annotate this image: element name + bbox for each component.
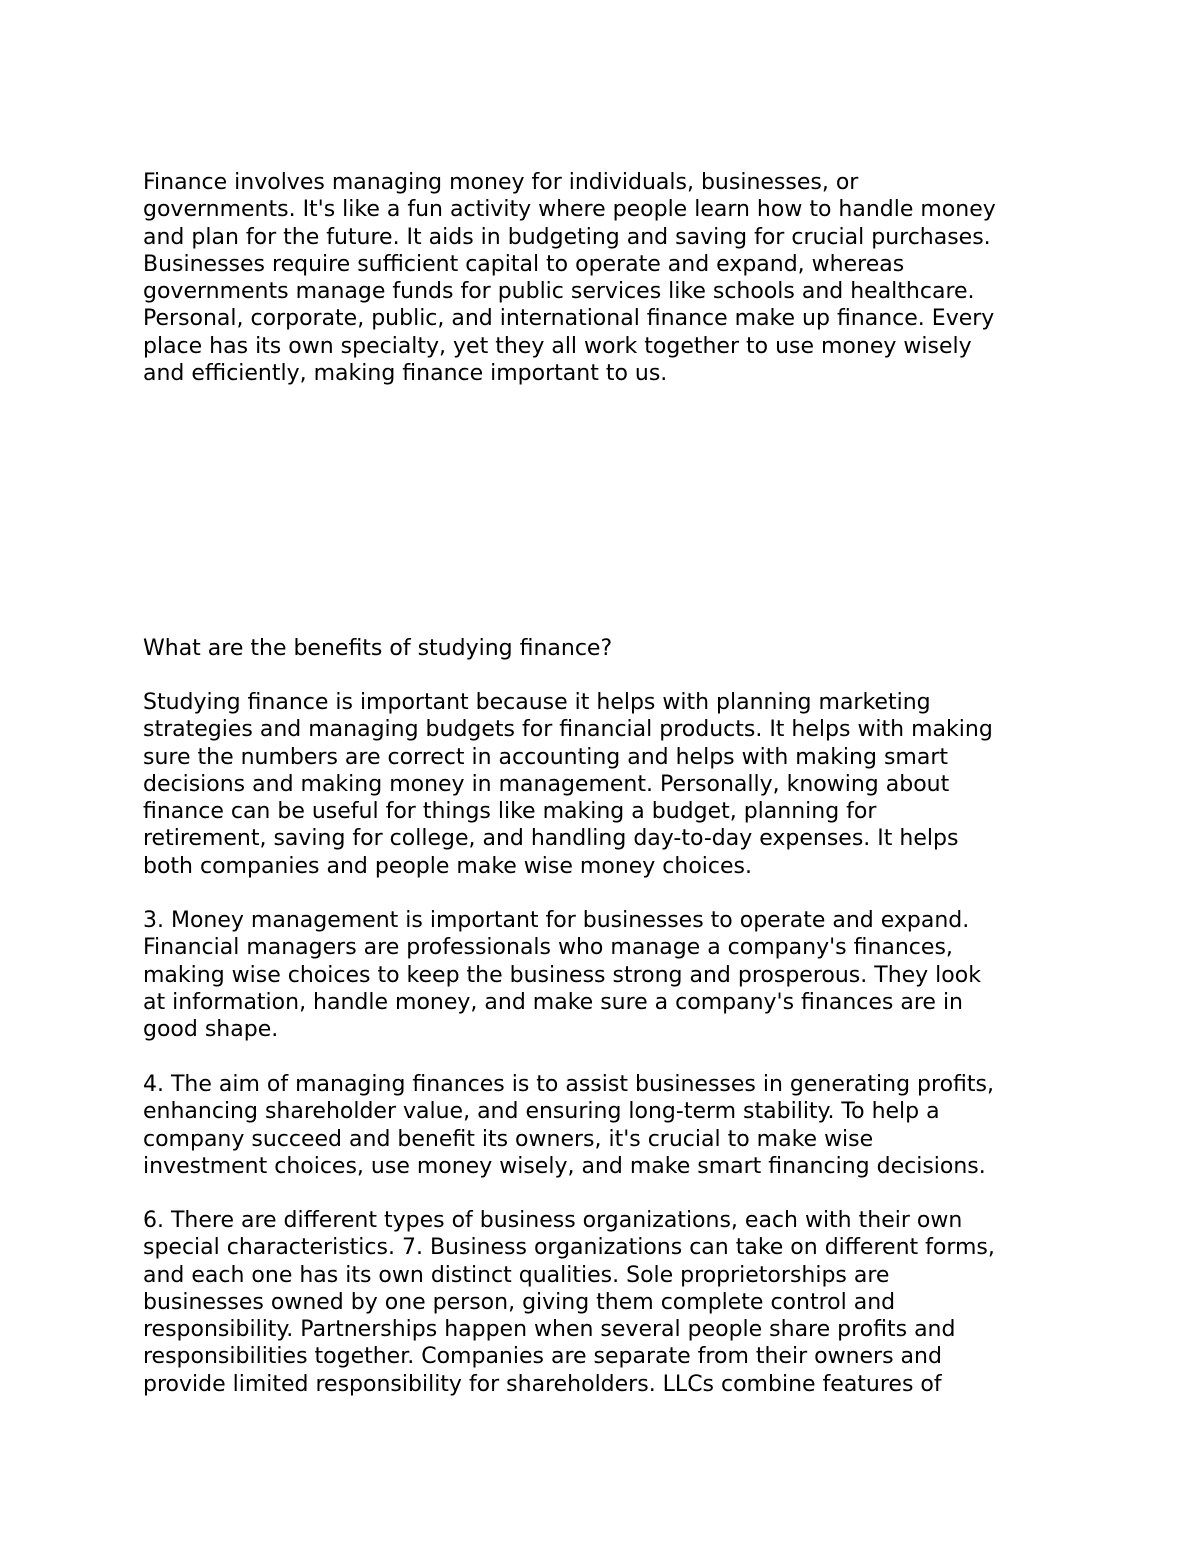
point-4-paragraph: 4. The aim of managing finances is to assist businesses in generating profits, enhancing shareholder value, and ensuring long-term stability. To help a company succeed and benefit its owners, it's crucial to make wise investment choices, use money wisely, and make smart financing decisions. [143, 1072, 994, 1179]
section-question: What are the benefits of studying finance? [143, 636, 613, 661]
point-6-paragraph: 6. There are different types of business organizations, each with their own special characteristics. 7. Business organizations can take on different forms, and each one has its own distinct qualities. Sole proprietorships are businesses owned by one person, giving them complete control and responsibility. Partnerships happen when several people share profits and responsibilities together. Companies are separate from their owners and provide limited responsibility for shareholders. LLCs combine features of [143, 1208, 995, 1397]
point-3-paragraph: 3. Money management is important for businesses to operate and expand. Financial managers are professionals who manage a company's finances, making wise choices to keep the business strong and prosperous. They look at information, handle money, and make sure a company's finances are in good shape. [143, 908, 981, 1043]
benefits-paragraph: Studying finance is important because it helps with planning marketing strategies and managing budgets for financial products. It helps with making sure the numbers are correct in accounting and helps with making smart decisions and making money in management. Personally, knowing about finance can be useful for things like making a budget, planning for retirement, saving for college, and handling day-to-day expenses. It helps both companies and people make wise money choices. [143, 690, 993, 879]
intro-paragraph: Finance involves managing money for individuals, businesses, or governments. It's like a fun activity where people learn how to handle money and plan for the future. It aids in budgeting and saving for crucial purchases. Businesses require sufficient capital to operate and expand, whereas governments manage funds for public services like schools and healthcare. Personal, corporate, public, and international finance make up finance. Every place has its own specialty, yet they all work together to use money wisely and efficiently, making finance important to us. [143, 170, 996, 387]
